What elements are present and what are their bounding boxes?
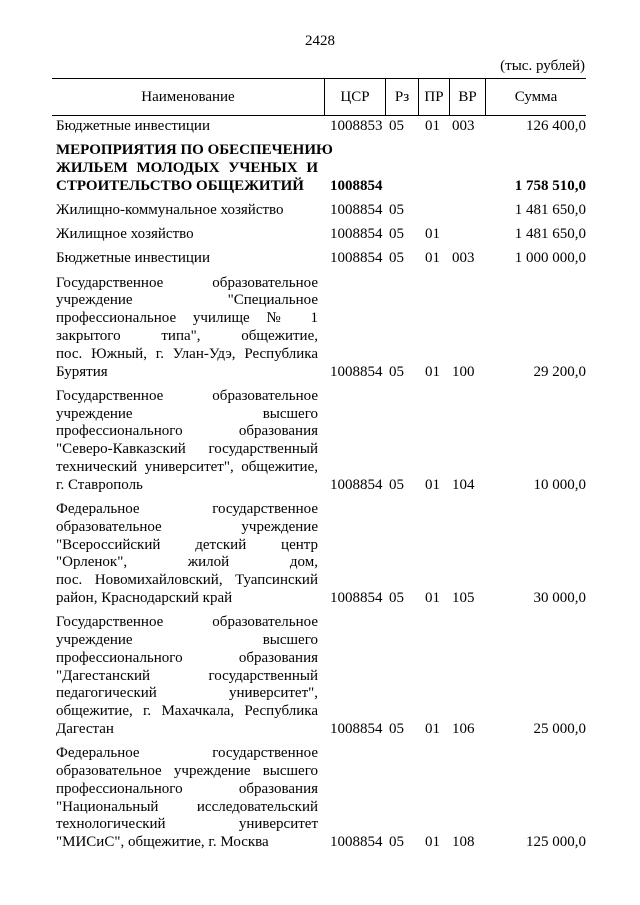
units-label: (тыс. рублей) (500, 58, 585, 74)
row-name (56, 250, 318, 268)
row-name-line: образовательное учреждение (56, 518, 318, 535)
header-name: Наименование (141, 89, 235, 105)
row-name-line: профессиональное училище № 1 (56, 310, 318, 327)
row-rz: 05 (389, 202, 404, 218)
row-name (56, 614, 318, 739)
row-name-line: Бюджетные инвестиции (56, 118, 210, 134)
row-name-line: учреждение "Специальное (56, 292, 318, 309)
row-name-line: педагогический университет", (56, 685, 318, 702)
table-row (52, 226, 586, 244)
row-name-line: Государственное образовательное (56, 614, 318, 631)
row-name (56, 142, 333, 195)
row-sum: 1 000 000,0 (514, 250, 586, 267)
row-csr: 1008854 (330, 363, 383, 380)
table-row (52, 275, 586, 382)
row-name-line: г. Ставрополь (56, 476, 143, 493)
header-rz: Рз (394, 89, 410, 105)
table-row (52, 118, 586, 136)
row-pr: 01 (425, 226, 440, 243)
row-name-line: учреждение высшего (56, 405, 318, 422)
header-vr: ВР (458, 89, 477, 105)
table-row (52, 388, 586, 495)
table-header (52, 78, 586, 116)
row-rz: 05 (389, 363, 404, 380)
row-sum: 125 000,0 (526, 834, 586, 851)
row-csr: 1008854 (330, 720, 383, 737)
row-csr: 1008854 (330, 226, 383, 243)
row-rz: 05 (389, 250, 404, 267)
row-name-line: ЖИЛЬЕМ МОЛОДЫХ УЧЕНЫХ И (56, 159, 318, 176)
row-sum: 126 400,0 (526, 118, 586, 134)
row-name-line: "Дагестанский государственный (56, 667, 318, 684)
row-name-line: закрытого типа", общежитие, (56, 327, 318, 344)
row-name-line: Бурятия (56, 363, 108, 380)
row-vr: 003 (452, 118, 475, 134)
row-sum: 1 481 650,0 (514, 202, 586, 218)
row-name-line: образовательное учреждение высшего (56, 762, 318, 779)
row-name-line: "Северо-Кавказский государственный (56, 441, 318, 458)
row-sum: 25 000,0 (533, 720, 586, 737)
table-row (52, 614, 586, 739)
row-pr: 01 (425, 720, 440, 737)
row-vr: 104 (452, 476, 475, 493)
row-name-line: технологический университет (56, 816, 318, 833)
row-sum: 29 200,0 (533, 363, 586, 380)
row-pr: 01 (425, 118, 440, 134)
row-name-line: "Всероссийский детский центр (56, 536, 318, 553)
row-csr: 1008854 (330, 250, 383, 267)
row-name-line: "Орленок", жилой дом, (56, 554, 318, 571)
row-name-line: "Национальный исследовательский (56, 798, 318, 815)
row-name-line: Дагестан (56, 720, 114, 737)
row-name-line: технический университет", общежитие, (56, 458, 318, 475)
row-vr: 106 (452, 720, 475, 737)
row-rz: 05 (389, 590, 404, 606)
row-name-line: профессионального образования (56, 780, 318, 797)
row-name-line: Федеральное государственное (56, 745, 318, 762)
row-csr: 1008853 (330, 118, 383, 134)
row-rz: 05 (389, 720, 404, 737)
page-number: 2428 (305, 33, 335, 49)
row-name-line: Бюджетные инвестиции (56, 250, 210, 267)
row-name (56, 388, 318, 495)
row-csr: 1008854 (330, 202, 383, 218)
row-vr: 003 (452, 250, 475, 267)
row-csr: 1008854 (330, 590, 383, 606)
table-row (52, 250, 586, 268)
row-name-line: профессионального образования (56, 649, 318, 666)
row-name (56, 226, 318, 244)
row-rz: 05 (389, 476, 404, 493)
row-sum: 1 481 650,0 (514, 226, 586, 243)
row-csr: 1008854 (330, 834, 383, 851)
row-name-line: Жилищное хозяйство (56, 226, 194, 243)
row-name-line: Жилищно-коммунальное хозяйство (56, 202, 284, 218)
header-sum: Сумма (514, 89, 558, 105)
row-vr: 105 (452, 590, 475, 606)
row-name-line: "МИСиС", общежитие, г. Москва (56, 834, 269, 851)
row-rz: 05 (389, 834, 404, 851)
row-csr: 1008854 (330, 476, 383, 493)
table-row (52, 745, 586, 852)
row-pr: 01 (425, 476, 440, 493)
row-vr: 108 (452, 834, 475, 851)
row-csr: 1008854 (330, 177, 383, 194)
table-row (52, 202, 586, 220)
row-rz: 05 (389, 226, 404, 243)
row-sum: 1 758 510,0 (514, 177, 586, 194)
header-pr: ПР (424, 89, 444, 105)
row-name-line: профессионального образования (56, 423, 318, 440)
row-name (56, 501, 318, 608)
row-name-line: пос. Новомихайловский, Туапсинский (56, 572, 318, 589)
row-sum: 30 000,0 (533, 590, 586, 606)
header-csr: ЦСР (340, 89, 370, 105)
row-name (56, 118, 318, 136)
row-name-line: общежитие, г. Махачкала, Республика (56, 703, 318, 720)
row-name (56, 275, 318, 382)
row-name-line: район, Краснодарский край (56, 589, 233, 606)
row-name-line: Федеральное государственное (56, 501, 318, 517)
row-name-line: Государственное образовательное (56, 274, 318, 291)
row-pr: 01 (425, 590, 440, 606)
row-name-line: МЕРОПРИЯТИЯ ПО ОБЕСПЕЧЕНИЮ (56, 142, 333, 159)
row-name-line: учреждение высшего (56, 631, 318, 648)
table-row (52, 501, 586, 608)
row-name-line: пос. Южный, г. Улан-Удэ, Республика (56, 345, 318, 362)
table-row (52, 142, 586, 195)
row-sum: 10 000,0 (533, 476, 586, 493)
row-name-line: СТРОИТЕЛЬСТВО ОБЩЕЖИТИЙ (56, 177, 304, 194)
row-vr: 100 (452, 363, 475, 380)
row-name (56, 202, 318, 220)
row-pr: 01 (425, 363, 440, 380)
row-pr: 01 (425, 834, 440, 851)
row-name-line: Государственное образовательное (56, 387, 318, 404)
row-rz: 05 (389, 118, 404, 134)
row-name (56, 745, 318, 852)
row-pr: 01 (425, 250, 440, 267)
